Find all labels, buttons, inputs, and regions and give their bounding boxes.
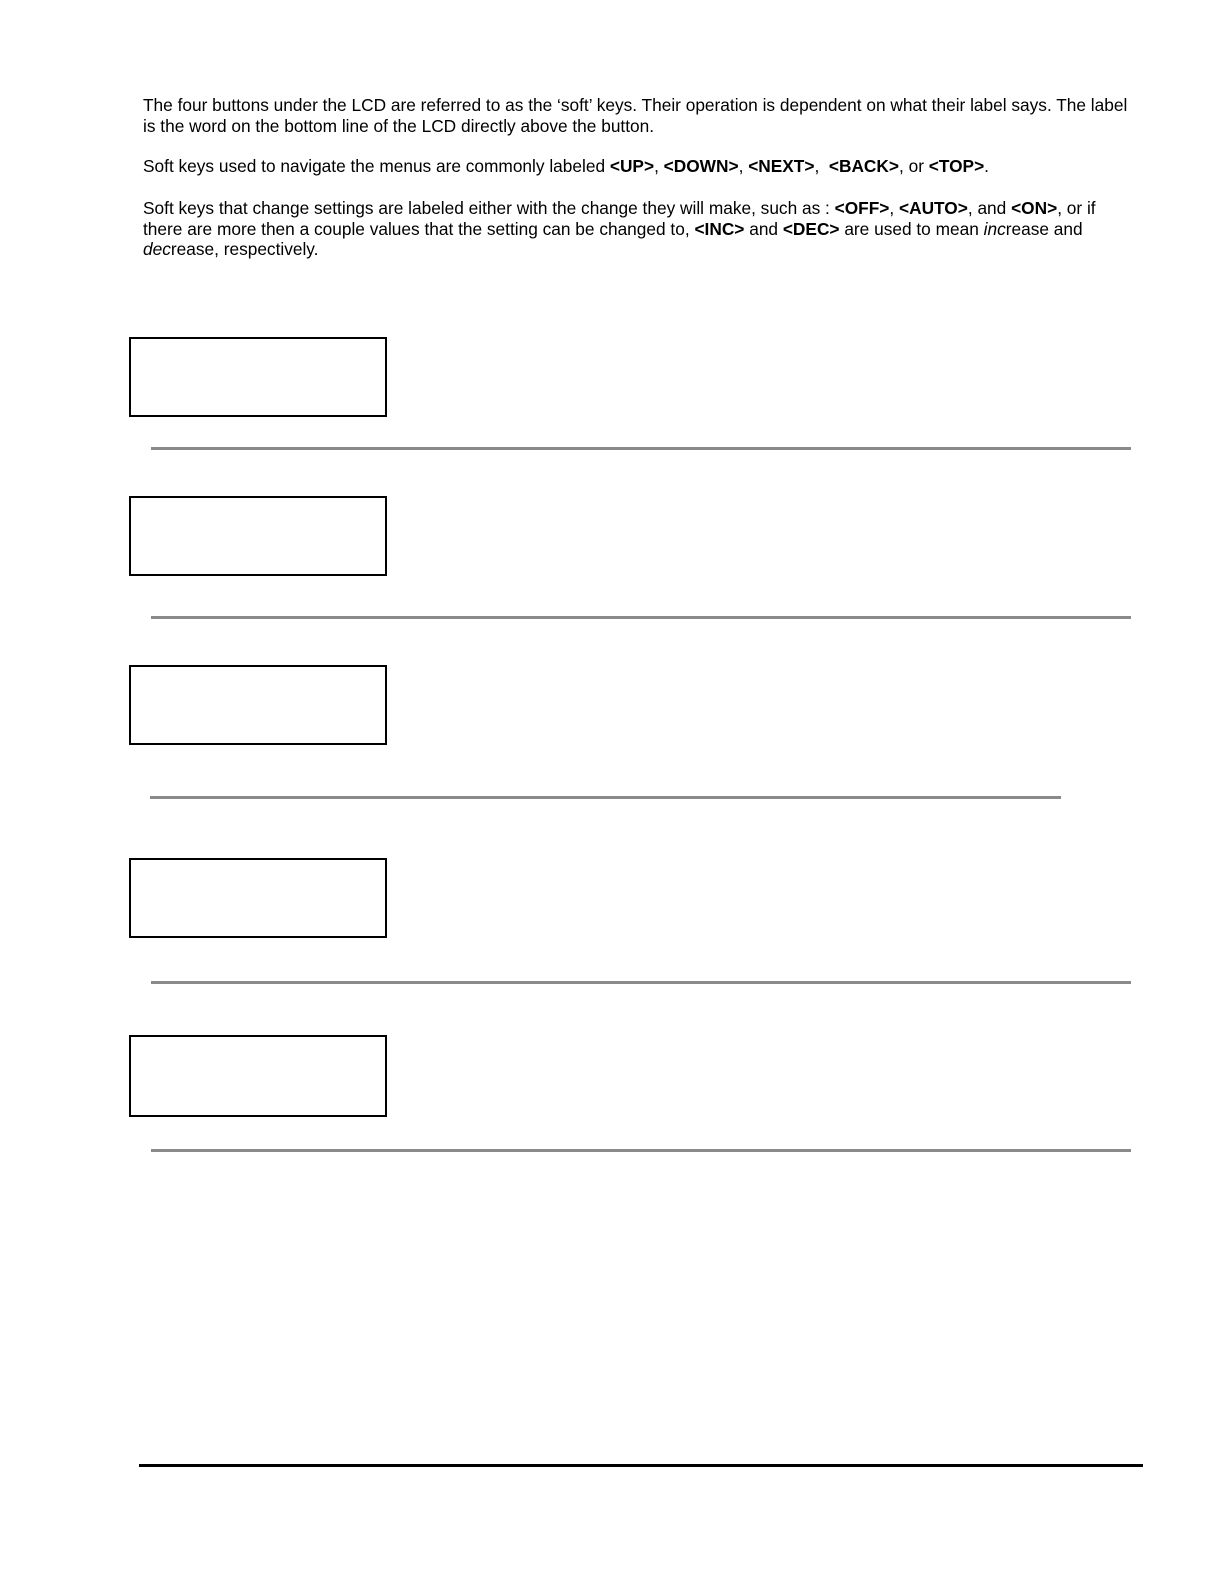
key-next-label: <NEXT>: [748, 156, 815, 176]
key-dec-label: <DEC>: [782, 218, 840, 239]
settings-text-before: Soft keys that change settings are labeled either with the change they will make, such as :: [143, 198, 835, 218]
key-off-label: <OFF>: [834, 198, 890, 218]
settings-sep-1: ,: [889, 198, 899, 218]
section-divider-4: [151, 981, 1131, 984]
navigation-keys-paragraph: [143, 156, 1133, 177]
settings-sep-2: , and: [967, 198, 1012, 218]
lcd-display-box-3: [129, 665, 387, 745]
settings-after-dec: are used to mean: [839, 218, 984, 239]
key-auto-label: <AUTO>: [899, 198, 968, 218]
settings-keys-paragraph: [143, 198, 1133, 260]
key-up-label: <UP>: [609, 156, 655, 176]
key-inc-label: <INC>: [694, 218, 745, 239]
nav-end: .: [984, 156, 989, 176]
key-top-label: <TOP>: [928, 156, 985, 176]
settings-and: and: [744, 218, 783, 239]
key-on-label: <ON>: [1011, 198, 1058, 218]
rease-end: rease, respectively.: [170, 239, 319, 259]
nav-sep-1: ,: [654, 156, 664, 176]
key-back-label: <BACK>: [828, 156, 899, 176]
nav-sep-2: ,: [738, 156, 749, 176]
dec-italic: dec: [143, 239, 171, 259]
lcd-display-box-1: [129, 337, 387, 417]
rease-and: rease and: [1005, 218, 1083, 239]
settings-mid: , or if there are more then a couple values that the setting can be changed to,: [143, 198, 1096, 239]
intro-text: The four buttons under the LCD are referred to as the ‘soft’ keys. Their operation is dependent on what their label says. The label is the word on the bottom line of the LCD directly above the button.: [143, 95, 1128, 136]
inc-italic: inc: [983, 218, 1006, 239]
section-divider-5: [151, 1149, 1131, 1152]
section-divider-1: [151, 447, 1131, 450]
nav-text-before: Soft keys used to navigate the menus are commonly labeled: [143, 156, 610, 176]
footer-rule: [139, 1464, 1143, 1467]
key-down-label: <DOWN>: [663, 156, 739, 176]
lcd-display-box-4: [129, 858, 387, 938]
lcd-display-box-5: [129, 1035, 387, 1117]
nav-sep-3: ,: [814, 156, 829, 176]
nav-sep-4: , or: [898, 156, 929, 176]
lcd-display-box-2: [129, 496, 387, 576]
intro-paragraph: [143, 95, 1133, 136]
section-divider-3: [150, 796, 1061, 799]
section-divider-2: [151, 616, 1131, 619]
